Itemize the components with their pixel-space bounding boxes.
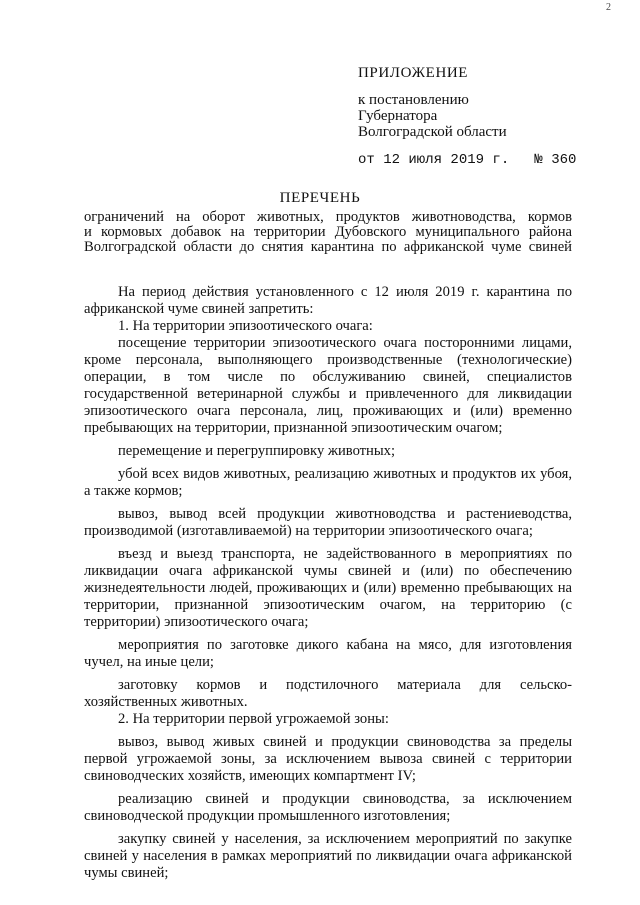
appendix-region-line: Волгоградской области — [358, 124, 507, 140]
body-paragraph: убой всех видов животных, реализацию животных и продуктов их убоя, а также кормов; — [84, 466, 572, 499]
subtitle-line: ограничений на оборот животных, продуктов животноводства, кормов — [84, 209, 572, 225]
document-body — [84, 284, 572, 882]
body-paragraph: заготовку кормов и подстилочного материала для сельско-хозяйственных животных. — [84, 677, 572, 710]
appendix-decree-line: к постановлению — [358, 92, 469, 108]
subtitle-line: и кормовых добавок на территории Дубовского муниципального района — [84, 224, 572, 240]
section-heading: 1. На территории эпизоотического очага: — [118, 318, 373, 334]
page-number: 2 — [606, 2, 611, 13]
appendix-heading: ПРИЛОЖЕНИЕ — [358, 65, 469, 81]
appendix-date-number: от 12 июля 2019 г. № 360 — [358, 152, 577, 168]
body-paragraph: закупку свиней у населения, за исключением мероприятий по закупке свиней у населения в рамках мероприятий по ликвидации очага африканской чумы свиней; — [84, 831, 572, 881]
body-paragraph: мероприятия по заготовке дикого кабана на мясо, для изготовления чучел, на иные цели; — [84, 637, 572, 670]
section-heading: 2. На территории первой угрожаемой зоны: — [118, 711, 389, 727]
body-paragraph: вывоз, вывод всей продукции животноводства и растениеводства, производимой (изготавливаемой) на территории эпизоотического очага; — [84, 506, 572, 539]
appendix-governor-line: Губернатора — [358, 108, 438, 124]
body-paragraph: посещение территории эпизоотического очага посторонними лицами, кроме персонала, выполняющего производственные (технологические) операции, в том числе по обслуживанию свиней, специалистов государственной ветеринарной службы и привлеченного для ликвидации эпизоотического очага персонала, лиц, проживающих и (или) временно пребывающих на территории, признанной эпизоотическим очагом; — [84, 335, 572, 436]
body-paragraph: въезд и выезд транспорта, не задействованного в мероприятиях по ликвидации очага африканской чумы свиней и (или) по обеспечению жизнедеятельности людей, проживающих и (или) временно пребывающих на территории, признанной эпизоотическим очагом, на территорию (с территории) эпизоотического очага; — [84, 546, 572, 630]
appendix-block — [358, 64, 618, 168]
document-subtitle — [84, 210, 572, 255]
body-paragraph: перемещение и перегруппировку животных; — [118, 443, 396, 459]
body-paragraph: На период действия установленного с 12 июля 2019 г. карантина по африканской чуме свиней запретить: — [84, 284, 572, 317]
body-paragraph: реализацию свиней и продукции свиноводства, за исключением свиноводческой продукции промышленного изготовления; — [84, 791, 572, 824]
document-title: ПЕРЕЧЕНЬ — [279, 190, 361, 206]
body-paragraph: вывоз, вывод живых свиней и продукции свиноводства за пределы первой угрожаемой зоны, за исключением вывоза свиней с территории свиноводческих хозяйств, имеющих компартмент IV; — [84, 734, 572, 784]
subtitle-line: Волгоградской области до снятия карантина по африканской чуме свиней — [84, 239, 572, 255]
